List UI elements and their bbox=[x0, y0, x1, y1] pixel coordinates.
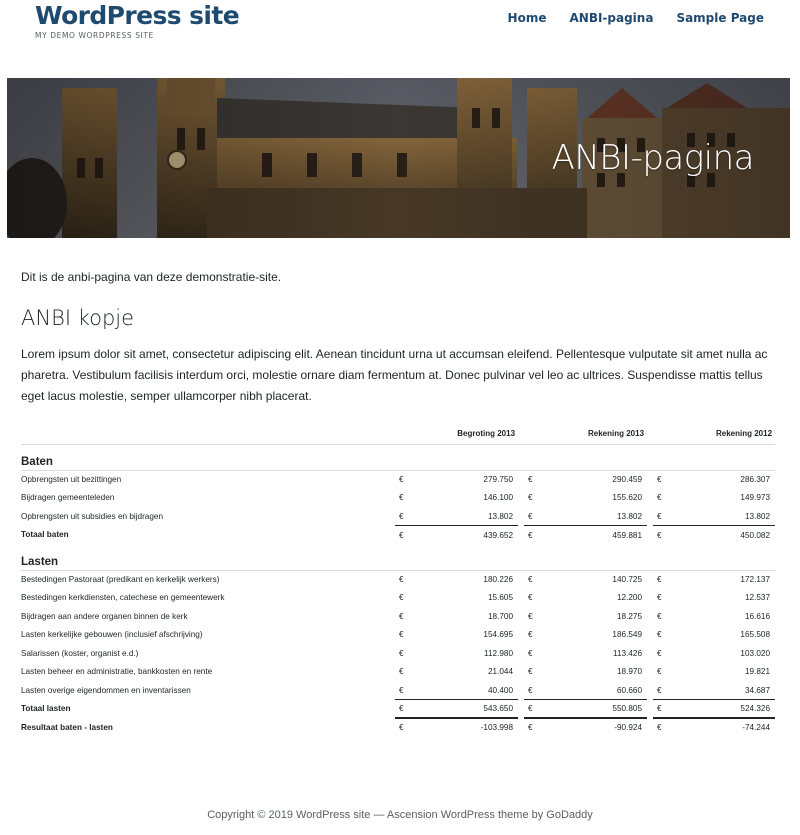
hero-banner bbox=[7, 78, 790, 238]
site-tagline: MY DEMO WORDPRESS SITE bbox=[35, 31, 154, 40]
row-totaal-baten: Totaal baten € 439.652 € 459.881 € 450.082 bbox=[21, 526, 775, 545]
nav-anbi-pagina[interactable]: ANBI-pagina bbox=[569, 11, 654, 25]
site-title-link[interactable]: WordPress site bbox=[35, 1, 240, 30]
table-row: Bestedingen Pastoraat (predikant en kerkelijk werkers) € 180.226 € 140.725 € 172.137 bbox=[21, 575, 771, 584]
table-row: Lasten beheer en administratie, bankkosten en rente € 21.044 € 18.970 € 19.821 bbox=[21, 667, 771, 677]
section-baten: Baten bbox=[21, 444, 775, 470]
table-row: Opbrengsten uit bezittingen € 279.750 € 290.459 € 286.307 bbox=[21, 475, 771, 484]
table-row: Bijdragen gemeenteleden € 146.100 € 155.620 € 149.973 bbox=[21, 493, 771, 503]
header-blank bbox=[21, 424, 395, 444]
col-rekening-2013: Rekening 2013 bbox=[587, 429, 645, 439]
site-footer bbox=[0, 809, 800, 821]
anbi-financial-table bbox=[21, 424, 775, 737]
table-header-row bbox=[21, 424, 775, 444]
nav-sample-page[interactable]: Sample Page bbox=[676, 11, 764, 25]
table-row: Lasten kerkelijke gebouwen (inclusief afschrijving) € 154.695 € 186.549 € 165.508 bbox=[21, 630, 771, 640]
intro-text: Dit is de anbi-pagina van deze demonstratie-site. bbox=[21, 270, 282, 284]
table-row: Opbrengsten uit subsidies en bijdragen € 13.802 € 13.802 € 13.802 bbox=[21, 511, 771, 521]
site-header bbox=[0, 0, 800, 78]
table-row: Bijdragen aan andere organen binnen de kerk € 18.700 € 18.275 € 16.616 bbox=[21, 611, 771, 621]
section-heading: ANBI kopje bbox=[21, 306, 135, 330]
col-begroting-2013: Begroting 2013 bbox=[457, 429, 516, 439]
table-row: Salarissen (koster, organist e.d.) € 112.980 € 113.426 € 103.020 bbox=[21, 648, 771, 658]
col-rekening-2012: Rekening 2012 bbox=[715, 429, 773, 439]
copyright-text: Copyright © 2019 WordPress site — Ascension WordPress theme by GoDaddy bbox=[207, 809, 593, 821]
hero-title: ANBI-pagina bbox=[551, 138, 754, 178]
row-totaal-lasten: Totaal lasten € 543.650 € 550.805 € 524.326 bbox=[21, 700, 775, 719]
table-row: Bestedingen kerkdiensten, catechese en gemeentewerk € 15.605 € 12.200 € 12.537 bbox=[21, 593, 771, 603]
body-paragraph: Lorem ipsum dolor sit amet, consectetur adipiscing elit. Aenean tincidunt urna ut accumsan eleifend. Pellentesque vulputate sit amet nulla ac pharetra. Vestibulum facilisis interdum orci, molestie ornare diam fermentum at. Donec pulvinar vel leo ac ultrices. Suspendisse mattis tellus eget lacus molestie, semper ullamcorper nibh placerat. bbox=[21, 347, 768, 403]
section-lasten: Lasten bbox=[21, 544, 775, 570]
primary-nav bbox=[508, 11, 764, 25]
nav-home[interactable]: Home bbox=[507, 11, 547, 25]
table-row: Lasten overige eigendommen en inventarissen € 40.400 € 60.660 € 34.687 bbox=[21, 685, 771, 695]
row-resultaat: Resultaat baten - lasten € -103.998 € -90.924 € -74.244 bbox=[21, 718, 775, 737]
